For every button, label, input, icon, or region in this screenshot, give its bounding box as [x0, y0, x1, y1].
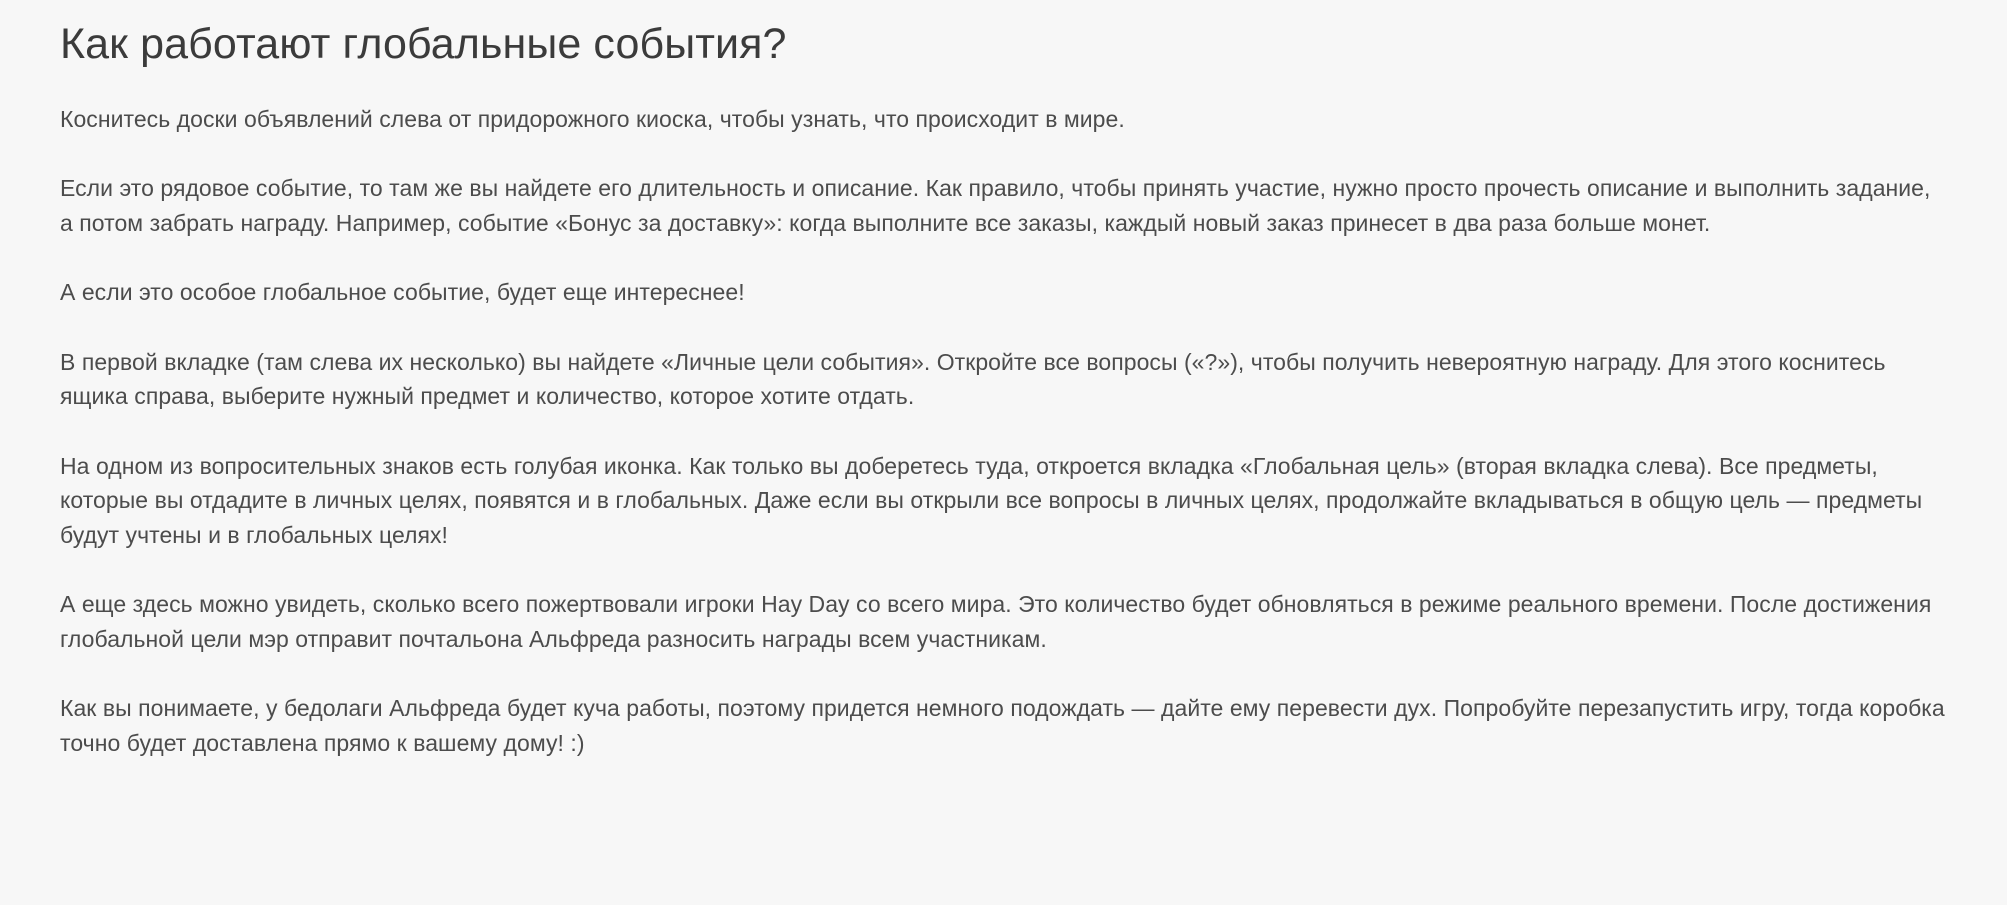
paragraph-2: Если это рядовое событие, то там же вы найдете его длительность и описание. Как правило, чтобы принять участие, нужно просто прочесть описание и выполнить задание, а потом забрать награду. Например, событие «Бонус за доставку»: когда выполните все заказы, каждый новый заказ принесет в два раза больше монет. [60, 175, 1931, 236]
paragraph-1: Коснитесь доски объявлений слева от придорожного киоска, чтобы узнать, что происходит в мире. [60, 105, 1125, 132]
paragraph-4: В первой вкладке (там слева их несколько) вы найдете «Личные цели события». Откройте все вопросы («?»), чтобы получить невероятную награду. Для этого коснитесь ящика справа, выберите нужный предмет и количество, которое хотите отдать. [60, 348, 1886, 410]
page-title: Как работают глобальные события? [60, 20, 787, 68]
paragraph-5: На одном из вопросительных знаков есть голубая иконка. Как только вы доберетесь туда, откроется вкладка «Глобальная цель» (вторая вкладка слева). Все предметы, которые вы отдадите в личных целях, появятся и в глобальных. Даже если вы открыли все вопросы в личных целях, продолжайте вкладываться в общую цель — предметы будут учтены и в глобальных целях! [60, 452, 1923, 548]
article-body [60, 102, 1947, 761]
paragraph-6: А еще здесь можно увидеть, сколько всего пожертвовали игроки Hay Day со всего мира. Это количество будет обновляться в режиме реального времени. После достижения глобальной цели мэр отправит почтальона Альфреда разносить награды всем участникам. [60, 591, 1932, 652]
paragraph-3: А если это особое глобальное событие, будет еще интереснее! [60, 279, 745, 306]
paragraph-7: Как вы понимаете, у бедолаги Альфреда будет куча работы, поэтому придется немного подождать — дайте ему перевести дух. Попробуйте перезапустить игру, тогда коробка точно будет доставлена прямо к вашему дому! :) [60, 695, 1945, 756]
